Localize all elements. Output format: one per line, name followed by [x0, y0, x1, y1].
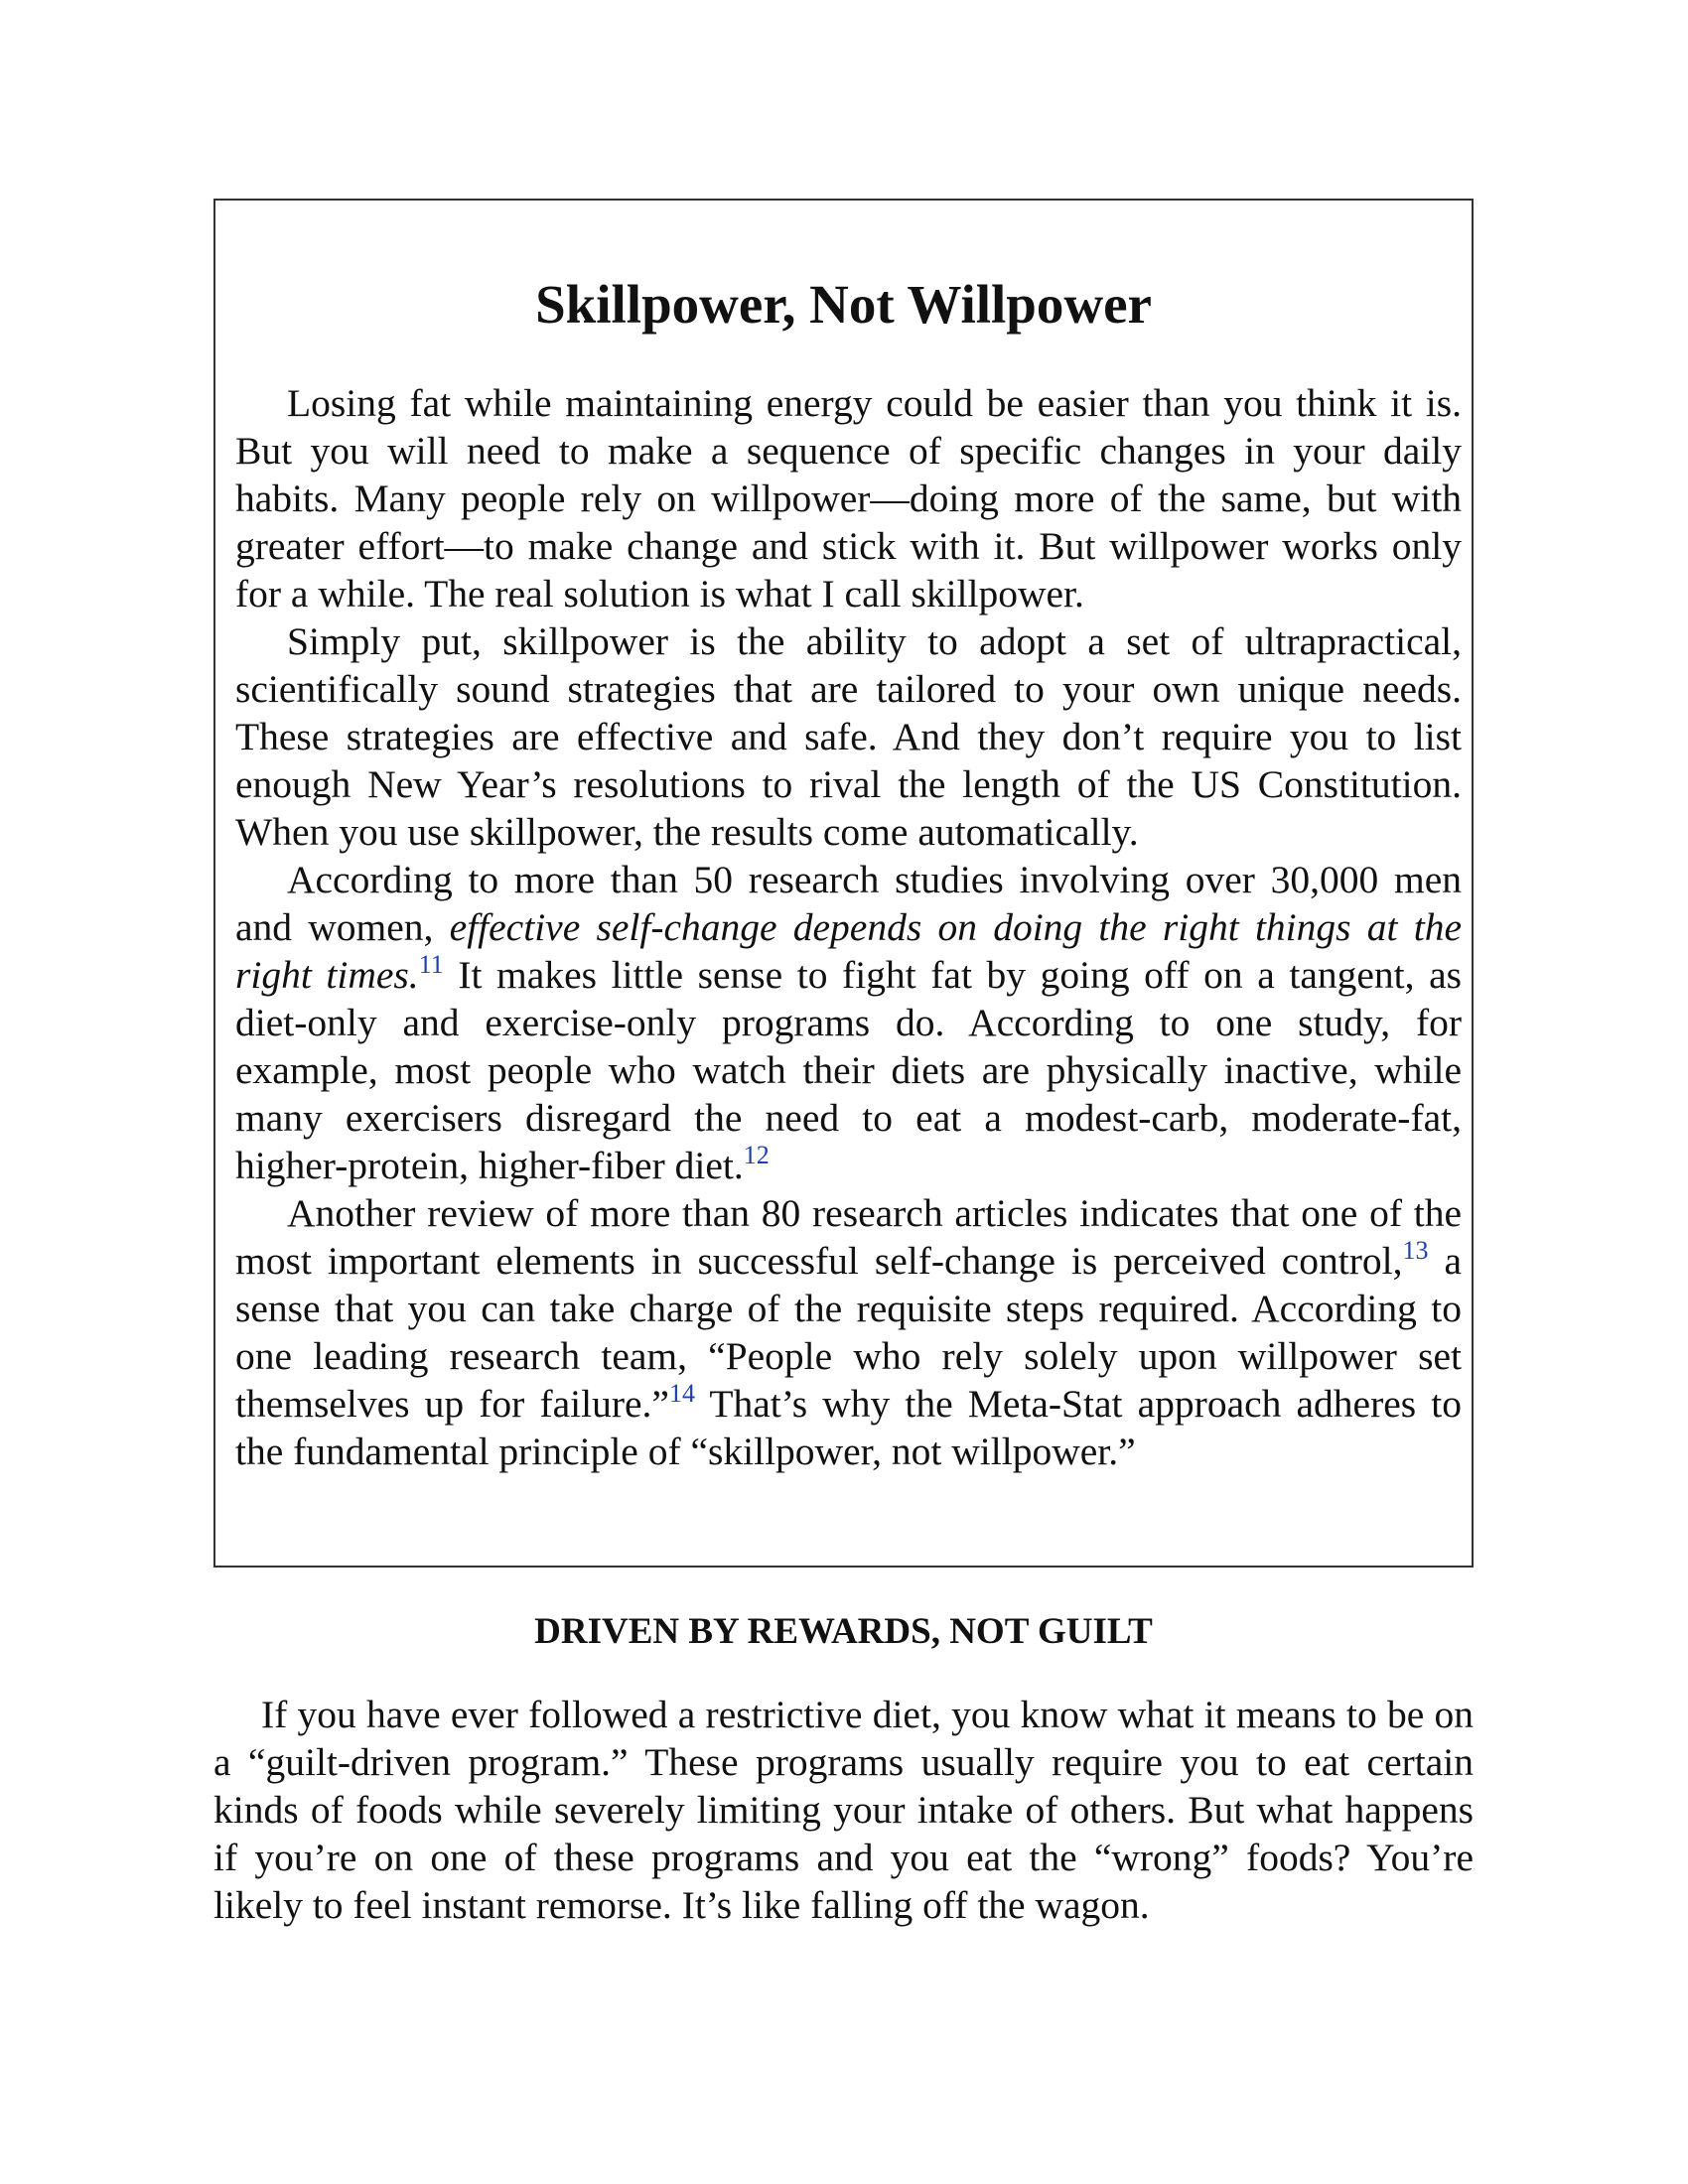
sidebar-box [213, 199, 1474, 1568]
paragraph-text: a sense that you can take charge of the requisite steps required. According to one leading research team, “People who rely solely upon willpower set themselves up for failure.” [235, 1239, 1462, 1426]
sidebar-paragraph-2: Simply put, skillpower is the ability to adopt a set of ultrapractical, scientifically sound strategies that are tailored to your own unique needs. These strategies are effective and safe. And they don’t require you to list enough New Year’s resolutions to rival the length of the US Constitution. When you use skillpower, the results come automatically. [235, 619, 1462, 854]
footnote-marker-14[interactable]: 14 [668, 1379, 695, 1408]
sidebar-paragraph-1: Losing fat while maintaining energy could be easier than you think it is. But you will need to make a sequence of specific changes in your daily habits. Many people rely on willpower—doing more of the same, but with greater effort—to make change and stick with it. But willpower works only for a while. The real solution is what I call skillpower. [235, 381, 1462, 615]
paragraph-text: That’s why the Meta-Stat approach adheres to the fundamental principle of “skillpower, not willpower.” [235, 1382, 1462, 1473]
sidebar-body [235, 379, 1462, 1475]
paragraph-text: Another review of more than 80 research articles indicates that one of the most important elements in successful self-change is perceived control, [235, 1191, 1462, 1283]
section-heading: DRIVEN BY REWARDS, NOT GUILT [534, 1611, 1153, 1652]
paragraph-text: It makes little sense to fight fat by going off on a tangent, as diet-only and exercise-only programs do. According to one study, for example, most people who watch their diets are physically inactive, while many exercisers disregard the need to eat a modest-carb, moderate-fat, higher-protein, higher-fiber diet. [235, 953, 1462, 1187]
sidebar-paragraph-3 [235, 856, 1462, 1189]
footnote-marker-12[interactable]: 12 [743, 1141, 770, 1169]
body-paragraph-1: If you have ever followed a restrictive diet, you know what it means to be on a “guilt-driven program.” These programs usually require you to eat certain kinds of foods while severely limiting your intake of others. But what happens if you’re on one of these programs and you eat the “wrong” foods? You’re likely to feel instant remorse. It’s like falling off the wagon. [213, 1693, 1474, 1927]
emphasized-text: effective self-change depends on doing the right things at the right times. [235, 905, 1462, 997]
main-body [213, 1691, 1474, 1929]
sidebar-paragraph-4 [235, 1189, 1462, 1475]
sidebar-title: Skillpower, Not Willpower [535, 274, 1152, 335]
paragraph-text: According to more than 50 research studies involving over 30,000 men and women, [235, 858, 1462, 949]
footnote-marker-13[interactable]: 13 [1402, 1236, 1429, 1265]
footnote-marker-11[interactable]: 11 [418, 950, 444, 979]
